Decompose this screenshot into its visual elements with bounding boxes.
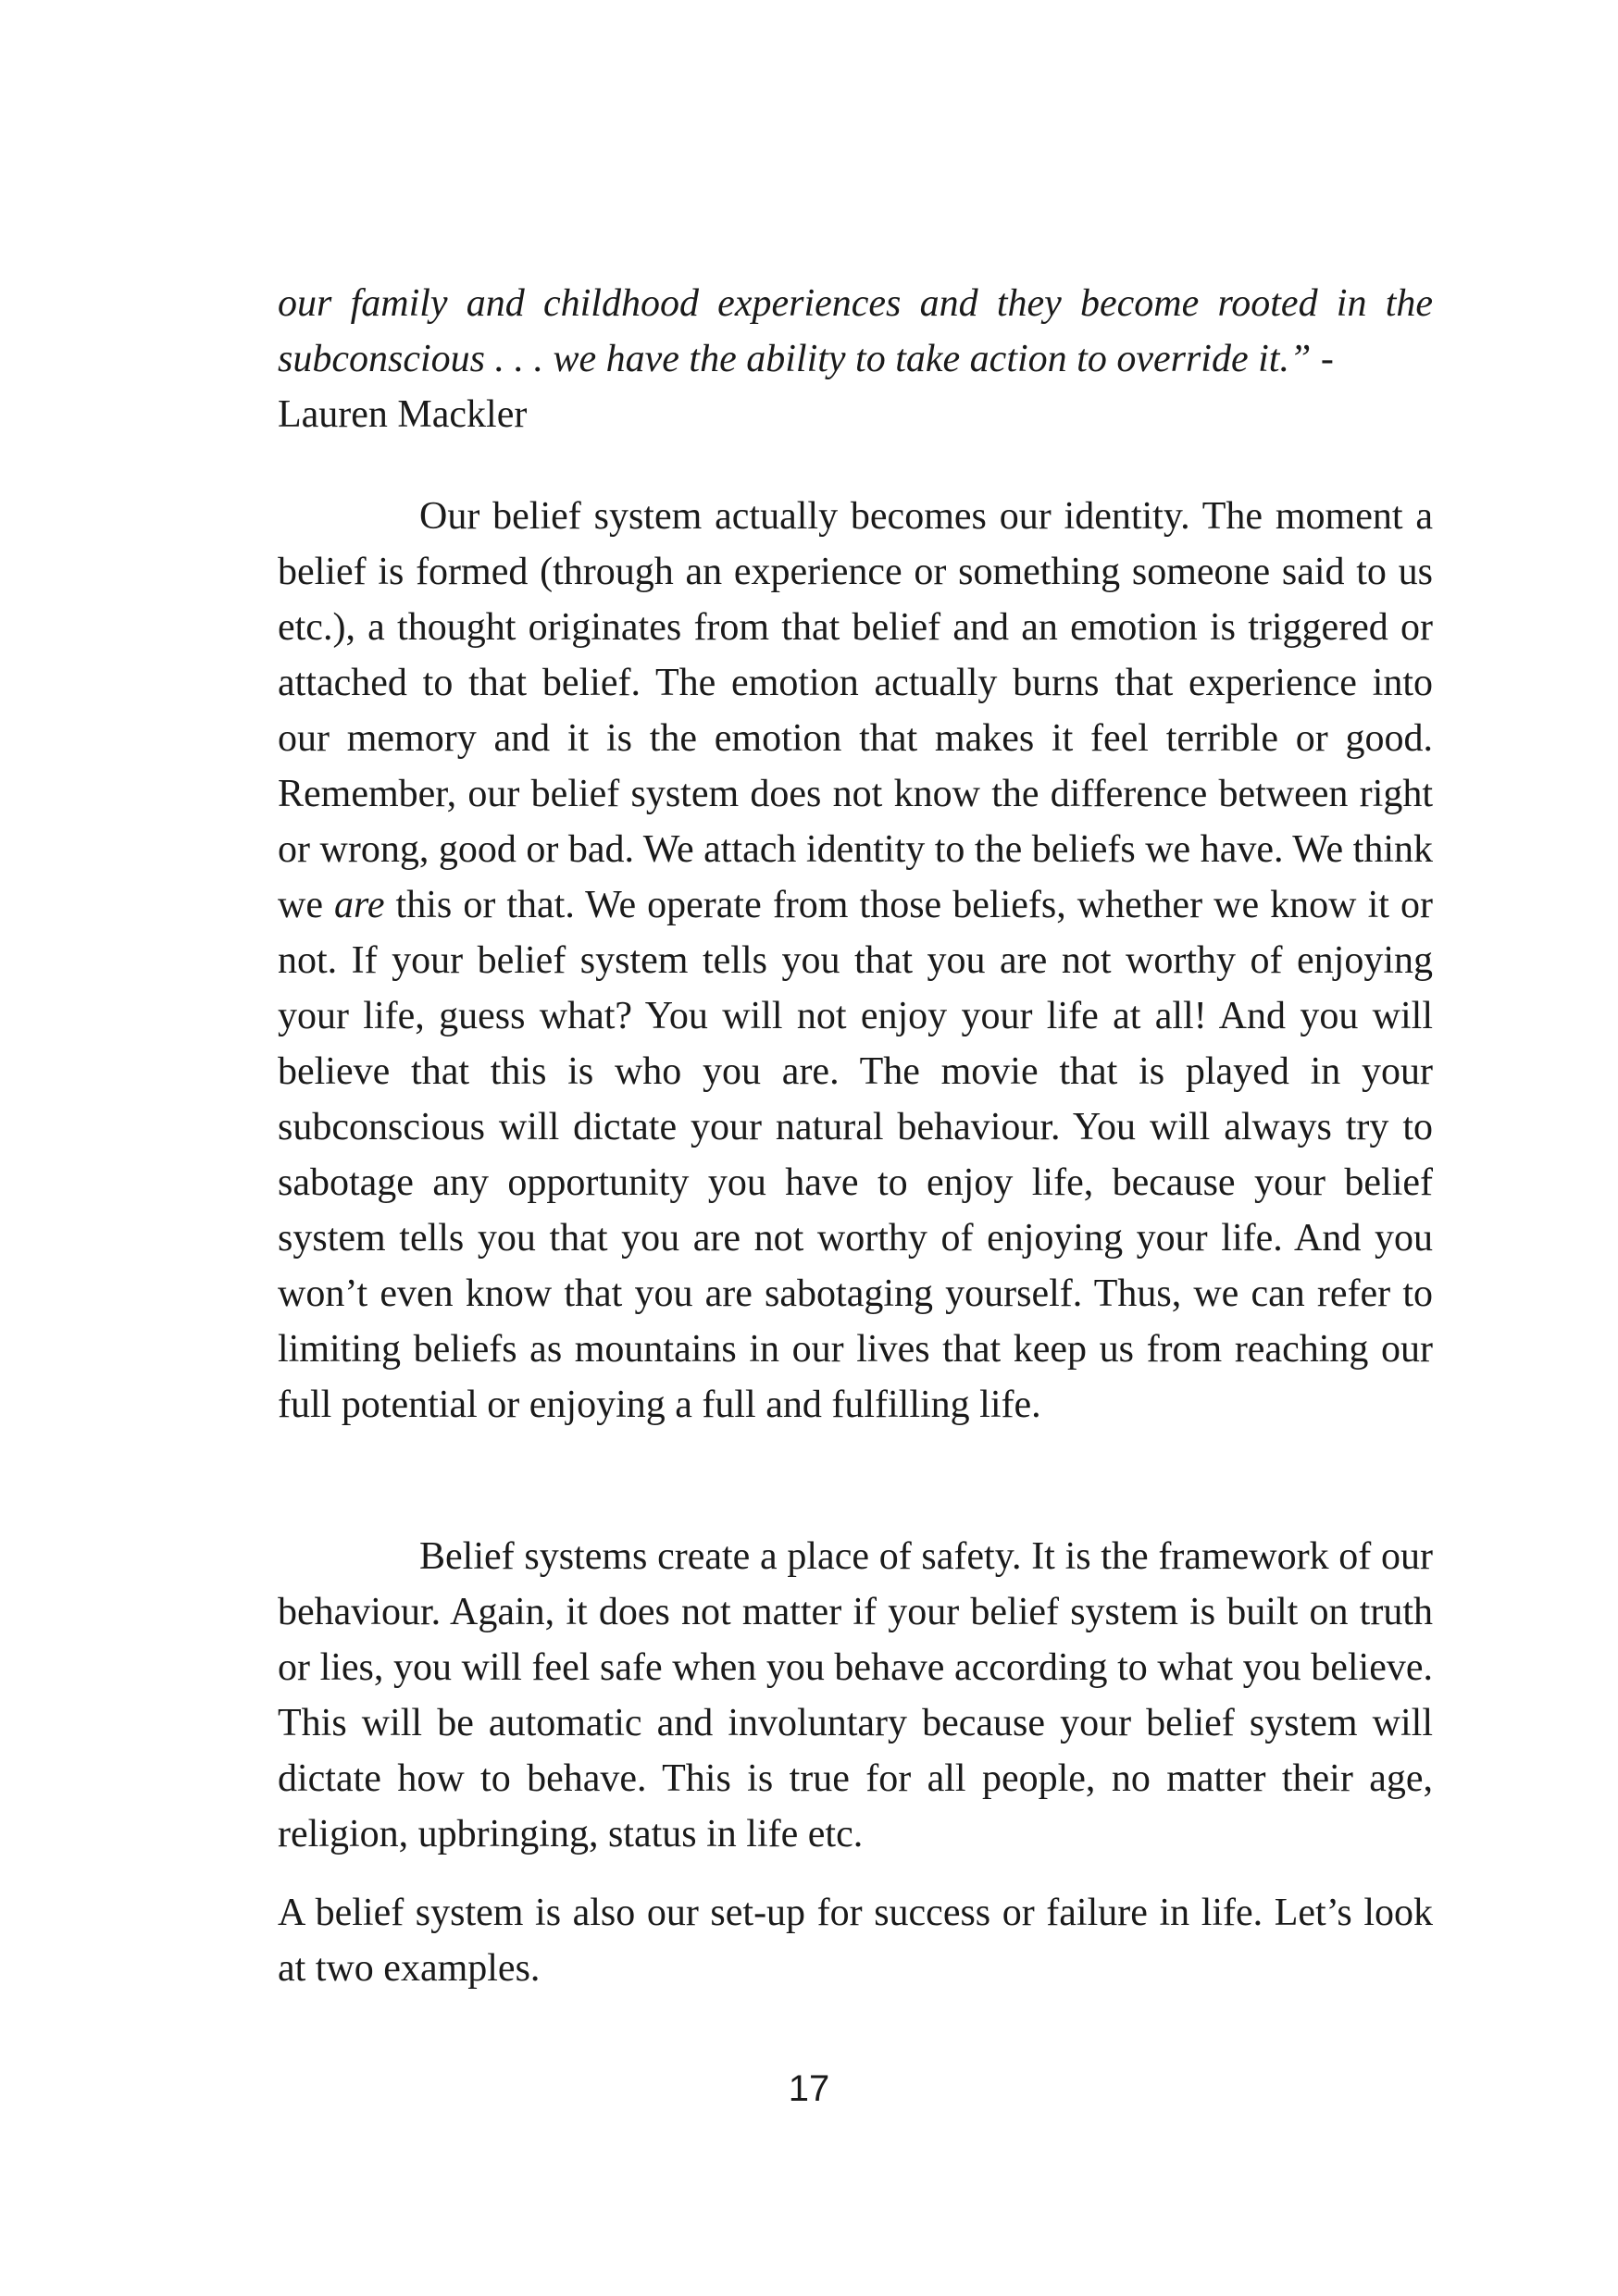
body-paragraph-1 [278, 489, 1433, 1433]
paragraph-1-text-start: Our belief system actually becomes our identity. The moment a belief is formed (through an experience or something someone said to us etc.), a thought originates from that belief and an emotion is triggered or attached to that belief. The emotion actually burns that experience into our memory and it is the emotion that makes it feel terrible or good. Remember, our belief system does not know the difference between right or wrong, good or bad. We attach identity to the beliefs we have. We think we [278, 495, 1433, 926]
paragraph-1-text-end: this or that. We operate from those beliefs, whether we know it or not. If your belief system tells you that you are not worthy of enjoying your life, guess what? You will not enjoy your life at all! And you will believe that this is who you are. The movie that is played in your subconscious will dictate your natural behaviour. You will always try to sabotage any opportunity you have to enjoy life, because your belief system tells you that you are not worthy of enjoying your life. And you won’t even know that you are sabotaging yourself. Thus, we can refer to limiting beliefs as mountains in our lives that keep us from reaching our full potential or enjoying a full and fulfilling life. [278, 884, 1433, 1426]
body-paragraph-3: A belief system is also our set-up for success or failure in life. Let’s look at two examples. [278, 1892, 1433, 1990]
quote-text: our family and childhood experiences and they become rooted in the subconscious . . . we have the ability to take action to override it.” [278, 282, 1433, 380]
page-number: 17 [788, 2068, 830, 2109]
paragraph-1-emphasis: are [334, 884, 385, 926]
quote-dash: - [1311, 338, 1334, 380]
quote-author: Lauren Mackler [278, 393, 528, 436]
quote-block [278, 276, 1433, 442]
body-paragraph-2: Belief systems create a place of safety. It is the framework of our behaviour. Again, it does not matter if your belief system is built on truth or lies, you will feel safe when you behave according to what you believe. This will be automatic and involuntary because your belief system will dictate how to behave. This is true for all people, no matter their age, religion, upbringing, status in life etc. [278, 1535, 1433, 1855]
